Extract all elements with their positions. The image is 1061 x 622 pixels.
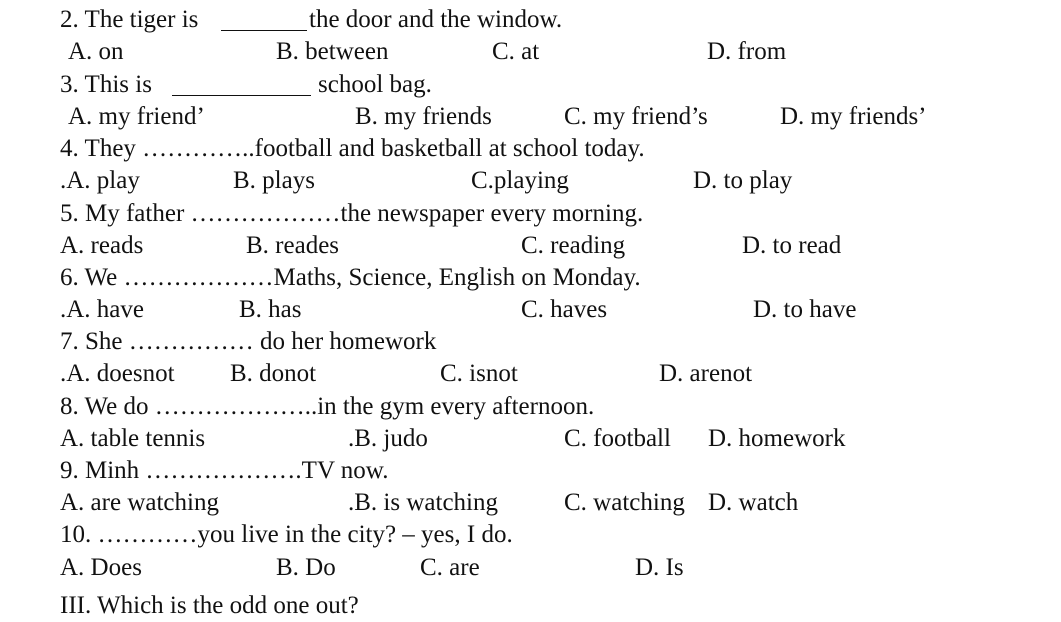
question-5-option-c: C. reading	[521, 232, 626, 259]
question-4-option-c: C.playing	[471, 167, 569, 194]
question-3-stem-start: 3. This is	[60, 71, 152, 98]
question-10-option-b: B. Do	[276, 554, 336, 581]
question-2-option-b: B. between	[276, 38, 389, 65]
question-7-stem	[0, 326, 1061, 358]
question-7-option-a: .A. doesnot	[60, 360, 175, 387]
question-2-options	[0, 36, 1061, 68]
question-2-option-c: C. at	[492, 38, 540, 65]
question-10-stem	[0, 519, 1061, 551]
question-3-stem	[0, 69, 1061, 101]
question-5-stem-text: 5. My father ………………the newspaper every morning.	[60, 200, 644, 227]
question-4-options	[0, 165, 1061, 197]
question-8-option-b: .B. judo	[348, 425, 428, 452]
question-4-option-b: B. plays	[233, 167, 315, 194]
question-4-stem-text: 4. They …………..football and basketball at school today.	[60, 135, 645, 162]
question-9-option-a: A. are watching	[60, 489, 219, 516]
question-9-stem	[0, 455, 1061, 487]
question-2-stem	[0, 4, 1061, 36]
question-7-option-c: C. isnot	[440, 360, 518, 387]
question-6-option-c: C. haves	[521, 296, 608, 323]
question-2-stem-end: the door and the window.	[309, 6, 563, 33]
question-8-option-c: C. football	[564, 425, 671, 452]
question-3-option-c: C. my friend’s	[564, 103, 708, 130]
question-10-options	[0, 552, 1061, 584]
question-6-stem-text: 6. We ………………Maths, Science, English on Monday.	[60, 264, 641, 291]
question-10-stem-text: 10. …………you live in the city? – yes, I do.	[60, 521, 513, 548]
question-3-stem-end: school bag.	[318, 71, 432, 98]
question-8-stem-text: 8. We do ………………..in the gym every afternoon.	[60, 393, 595, 420]
question-9-option-b: .B. is watching	[348, 489, 498, 516]
question-4-option-d: D. to play	[693, 167, 793, 194]
question-9-stem-text: 9. Minh ……………….TV now.	[60, 457, 389, 484]
question-4-option-a: .A. play	[60, 167, 140, 194]
question-8-stem	[0, 391, 1061, 423]
question-10-option-d: D. Is	[635, 554, 684, 581]
question-2-answer-blank	[221, 4, 307, 31]
question-9-option-d: D. watch	[708, 489, 799, 516]
question-3-option-b: B. my friends	[355, 103, 492, 130]
next-section-heading: III. Which is the odd one out?	[60, 592, 359, 619]
question-8-option-a: A. table tennis	[60, 425, 206, 452]
question-3-options	[0, 101, 1061, 133]
question-2-stem-start: 2. The tiger is	[60, 6, 199, 33]
question-5-option-a: A. reads	[60, 232, 144, 259]
question-7-options	[0, 358, 1061, 390]
question-10-option-c: C. are	[420, 554, 480, 581]
question-7-option-d: D. arenot	[659, 360, 753, 387]
question-7-stem-text: 7. She …………… do her homework	[60, 328, 437, 355]
question-6-options	[0, 294, 1061, 326]
question-6-option-d: D. to have	[753, 296, 857, 323]
question-3-option-d: D. my friends’	[780, 103, 927, 130]
question-8-options	[0, 423, 1061, 455]
question-7-option-b: B. donot	[230, 360, 317, 387]
question-5-option-d: D. to read	[742, 232, 842, 259]
question-5-options	[0, 230, 1061, 262]
question-6-option-a: .A. have	[60, 296, 144, 323]
question-6-stem	[0, 262, 1061, 294]
question-9-options	[0, 487, 1061, 519]
question-5-stem	[0, 198, 1061, 230]
question-5-option-b: B. reades	[246, 232, 340, 259]
question-4-stem	[0, 133, 1061, 165]
question-3-answer-blank	[172, 69, 311, 96]
question-3-option-a: A. my friend’	[68, 103, 205, 130]
question-10-option-a: A. Does	[60, 554, 142, 581]
question-9-option-c: C. watching	[564, 489, 685, 516]
question-2-option-a: A. on	[68, 38, 124, 65]
question-8-option-d: D. homework	[708, 425, 846, 452]
question-6-option-b: B. has	[239, 296, 302, 323]
question-2-option-d: D. from	[707, 38, 787, 65]
